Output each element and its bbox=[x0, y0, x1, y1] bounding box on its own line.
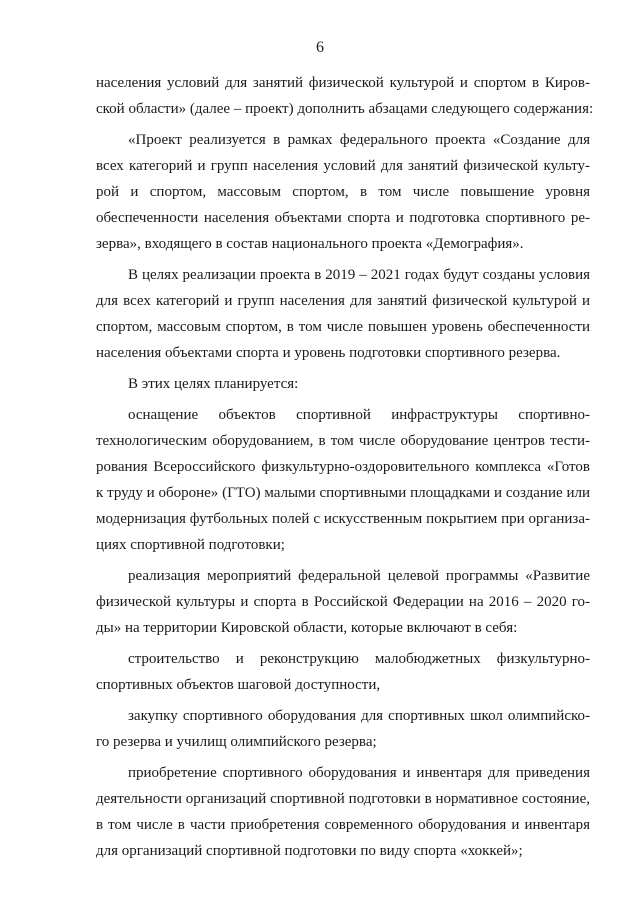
text-line: населения объектами спорта и уровень подготовки спортивного резерва. bbox=[96, 345, 561, 361]
paragraph bbox=[96, 70, 594, 122]
page-number: 6 bbox=[316, 39, 324, 56]
text-line: строительство и реконструкцию малобюджетных физкультурно- bbox=[128, 651, 590, 667]
text-line: всех категорий и групп населения условий для занятий физической культу- bbox=[96, 158, 590, 174]
paragraph bbox=[96, 646, 590, 698]
paragraph bbox=[96, 127, 590, 257]
paragraph bbox=[96, 402, 590, 558]
text-line: «Проект реализуется в рамках федерального проекта «Создание для bbox=[128, 132, 590, 148]
text-line: В этих целях планируется: bbox=[128, 376, 299, 392]
paragraph bbox=[96, 563, 590, 641]
text-line: закупку спортивного оборудования для спортивных школ олимпийско- bbox=[128, 708, 590, 724]
text-line: рой и спортом, массовым спортом, в том числе повышение уровня bbox=[96, 184, 590, 200]
paragraph bbox=[96, 371, 590, 397]
text-line: ды» на территории Кировской области, которые включают в себя: bbox=[96, 620, 518, 636]
text-line: обеспеченности населения объектами спорта и подготовка спортивного ре- bbox=[96, 210, 590, 226]
text-line: для организаций спортивной подготовки по виду спорта «хоккей»; bbox=[96, 843, 523, 859]
text-line: В целях реализации проекта в 2019 – 2021 годах будут созданы условия bbox=[128, 267, 590, 283]
text-line: в том числе в части приобретения современного оборудования и инвентаря bbox=[96, 817, 590, 833]
paragraph bbox=[96, 703, 590, 755]
text-line: спортом, массовым спортом, в том числе повышен уровень обеспеченности bbox=[96, 319, 590, 335]
text-line: зерва», входящего в состав национального проекта «Демография». bbox=[96, 236, 524, 252]
text-line: населения условий для занятий физической культурой и спортом в Киров- bbox=[96, 75, 590, 91]
text-line: ской области» (далее – проект) дополнить абзацами следующего содержания: bbox=[96, 101, 594, 117]
text-line: го резерва и училищ олимпийского резерва; bbox=[96, 734, 377, 750]
paragraph bbox=[96, 262, 590, 366]
text-line: оснащение объектов спортивной инфраструктуры спортивно- bbox=[128, 407, 590, 423]
text-line: физической культуры и спорта в Российской Федерации на 2016 – 2020 го- bbox=[96, 594, 590, 610]
text-line: реализация мероприятий федеральной целевой программы «Развитие bbox=[128, 568, 590, 584]
text-line: деятельности организаций спортивной подготовки в нормативное состояние, bbox=[96, 791, 590, 807]
text-line: технологическим оборудованием, в том числе оборудование центров тести- bbox=[96, 433, 590, 449]
text-line: модернизация футбольных полей с искусственным покрытием при организа- bbox=[96, 511, 590, 527]
text-line: спортивных объектов шаговой доступности, bbox=[96, 677, 381, 693]
text-line: к труду и обороне» (ГТО) малыми спортивными площадками и создание или bbox=[96, 485, 590, 501]
text-line: для всех категорий и групп населения для занятий физической культурой и bbox=[96, 293, 590, 309]
text-line: циях спортивной подготовки; bbox=[96, 537, 285, 553]
paragraph bbox=[96, 760, 590, 864]
text-line: рования Всероссийского физкультурно-оздоровительного комплекса «Готов bbox=[96, 459, 590, 475]
text-line: приобретение спортивного оборудования и инвентаря для приведения bbox=[128, 765, 590, 781]
document-body bbox=[96, 70, 594, 869]
